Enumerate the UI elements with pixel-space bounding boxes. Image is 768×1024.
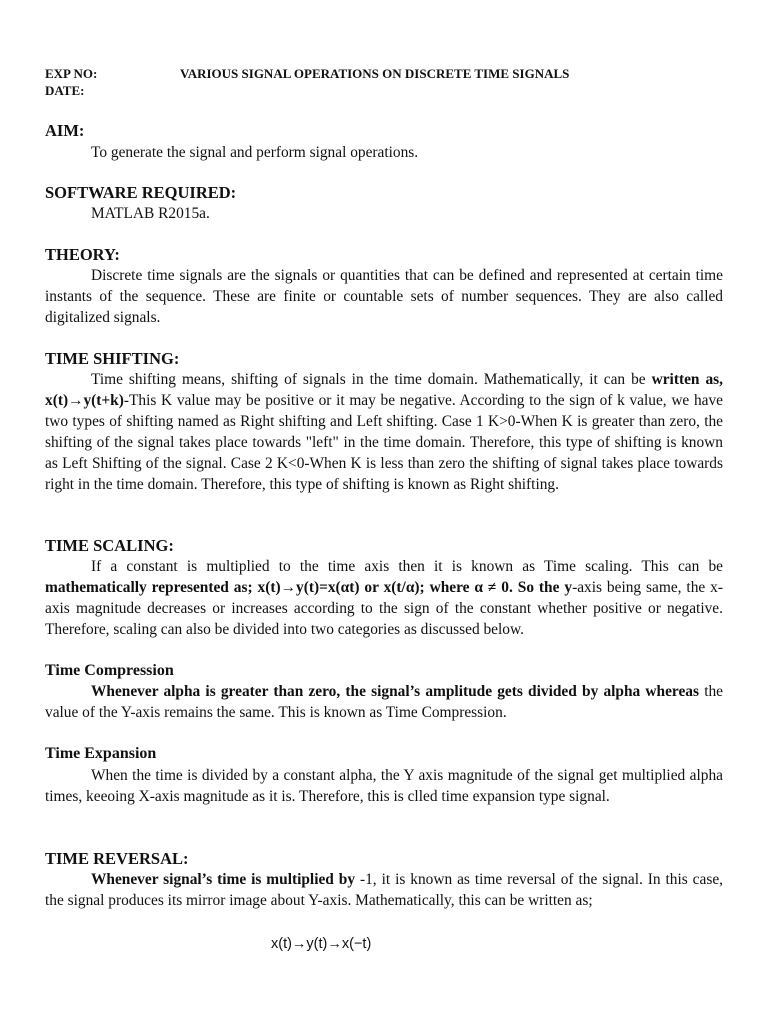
- time-reversal-formula: x(t)→y(t)→x(−t): [271, 936, 372, 952]
- time-compression-heading: Time Compression: [45, 662, 174, 679]
- time-scaling-text-c: -axis being same, the x- axis magnitude decreases or increases according to the sign of the constant whether positive or negative. Therefore, scaling can also be divided into two categories as discussed below.: [45, 579, 723, 638]
- aim-text: To generate the signal and perform signal operations.: [91, 144, 419, 161]
- time-reversal-text-a: Whenever signal’s time is multiplied by: [91, 871, 356, 888]
- time-scaling-text-a: If a constant is multiplied to the time axis then it is known as Time scaling. This can be: [91, 558, 723, 575]
- software-text: MATLAB R2015a.: [91, 205, 210, 222]
- time-scaling-text: [45, 556, 723, 640]
- time-compression-text-b: the value of the Y-axis remains the same. This is known as Time Compression.: [45, 683, 723, 721]
- aim-heading: AIM:: [45, 121, 85, 140]
- date-label: DATE:: [45, 83, 85, 98]
- theory-heading: THEORY:: [45, 245, 120, 264]
- time-shifting-heading: TIME SHIFTING:: [45, 349, 180, 368]
- time-reversal-text-b: -1, it is known as time reversal of the signal. In this case, the signal produces its mirror image about Y-axis. Mathematically, this can be written as;: [45, 871, 723, 909]
- exp-no-label: EXP NO:: [45, 66, 98, 81]
- theory-text: Discrete time signals are the signals or quantities that can be defined and represented at certain time instants of the sequence. These are finite or countable sets of number sequences. They are also called digitalized signals.: [45, 267, 723, 326]
- time-compression-text-a: Whenever alpha is greater than zero, the signal’s amplitude gets divided by alpha whereas: [91, 683, 699, 700]
- time-shifting-text-c: -This K value may be positive or it may be negative. According to the sign of k value, we have two types of shifting named as Right shifting and Left shifting. Case 1 K>0-When K is greater than zero, the shifting of the signal takes place towards "left" in the time domain. Therefore, this type of shifting is known as Left Shifting of the signal. Case 2 K<0-When K is less than zero the shifting of signal takes place towards right in the time domain. Therefore, this type of shifting is known as Right shifting.: [45, 392, 723, 493]
- document-title: VARIOUS SIGNAL OPERATIONS ON DISCRETE TIME SIGNALS: [180, 66, 570, 81]
- software-heading: SOFTWARE REQUIRED:: [45, 183, 237, 202]
- time-reversal-heading: TIME REVERSAL:: [45, 849, 189, 868]
- time-compression-text: [45, 681, 723, 723]
- time-shifting-text: [45, 369, 723, 495]
- time-scaling-heading: TIME SCALING:: [45, 536, 174, 555]
- time-expansion-heading: Time Expansion: [45, 745, 157, 762]
- time-scaling-formula-inline: mathematically represented as; x(t)→y(t)=x(αt) or x(t/α); where α ≠ 0. So the y: [45, 579, 573, 596]
- time-shifting-formula-inline: written as, x(t)→y(t+k): [45, 371, 723, 409]
- time-shifting-text-a: Time shifting means, shifting of signals in the time domain. Mathematically, it can be: [91, 371, 652, 388]
- time-expansion-text: When the time is divided by a constant alpha, the Y axis magnitude of the signal get multiplied alpha times, keeoing X-axis magnitude as it is. Therefore, this is clled time expansion type signal.: [45, 767, 723, 805]
- time-reversal-text: [45, 869, 723, 911]
